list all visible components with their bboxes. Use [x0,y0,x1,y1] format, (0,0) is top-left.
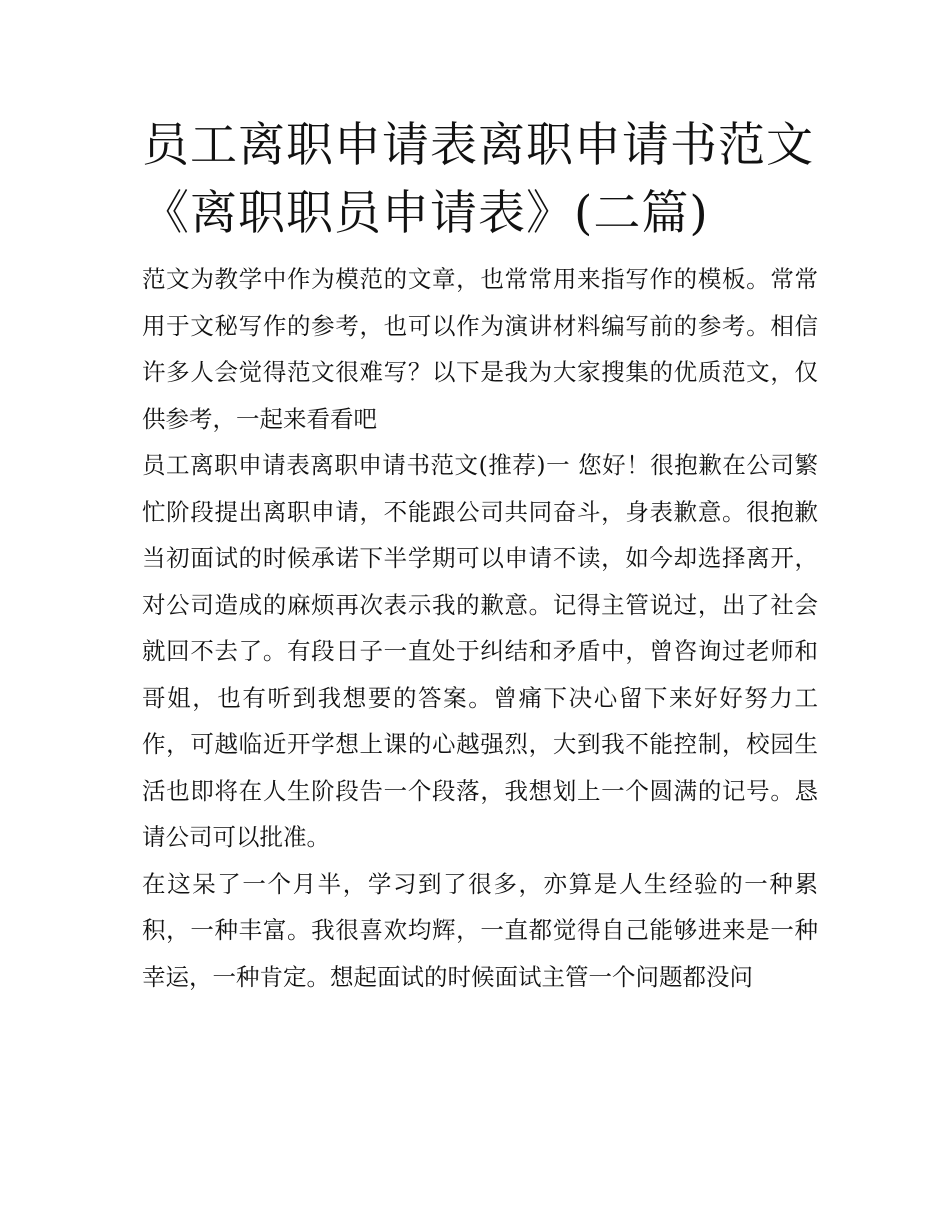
document-title: 员工离职申请表离职申请书范文 《离职职员申请表》(二篇) [142,118,814,241]
intro-paragraph: 范文为教学中作为模范的文章，也常常用来指写作的模板。常常用于文秘写作的参考，也可以作为演讲材料编写前的参考。相信许多人会觉得范文很难写？以下是我为大家搜集的优质范文，仅供参考，一起来看看吧 [142,265,818,433]
body-paragraph-2: 在这呆了一个月半，学习到了很多，亦算是人生经验的一种累积，一种丰富。我很喜欢均辉，一直都觉得自己能够进来是一种幸运，一种肯定。想起面试的时候面试主管一个问题都没问 [142,869,818,991]
body-paragraph-1: 员工离职申请表离职申请书范文(推荐)一 您好！很抱歉在公司繁忙阶段提出离职申请，不能跟公司共同奋斗，身表歉意。很抱歉当初面试的时候承诺下半学期可以申请不读，如今却选择离开，对公司造成的麻烦再次表示我的歉意。记得主管说过，出了社会就回不去了。有段日子一直处于纠结和矛盾中，曾咨询过老师和哥姐，也有听到我想要的答案。曾痛下决心留下来好好努力工作，可越临近开学想上课的心越强烈，大到我不能控制，校园生活也即将在人生阶段告一个段落，我想划上一个圆满的记号。恳请公司可以批准。 [142,451,818,851]
document-body [142,112,818,1000]
